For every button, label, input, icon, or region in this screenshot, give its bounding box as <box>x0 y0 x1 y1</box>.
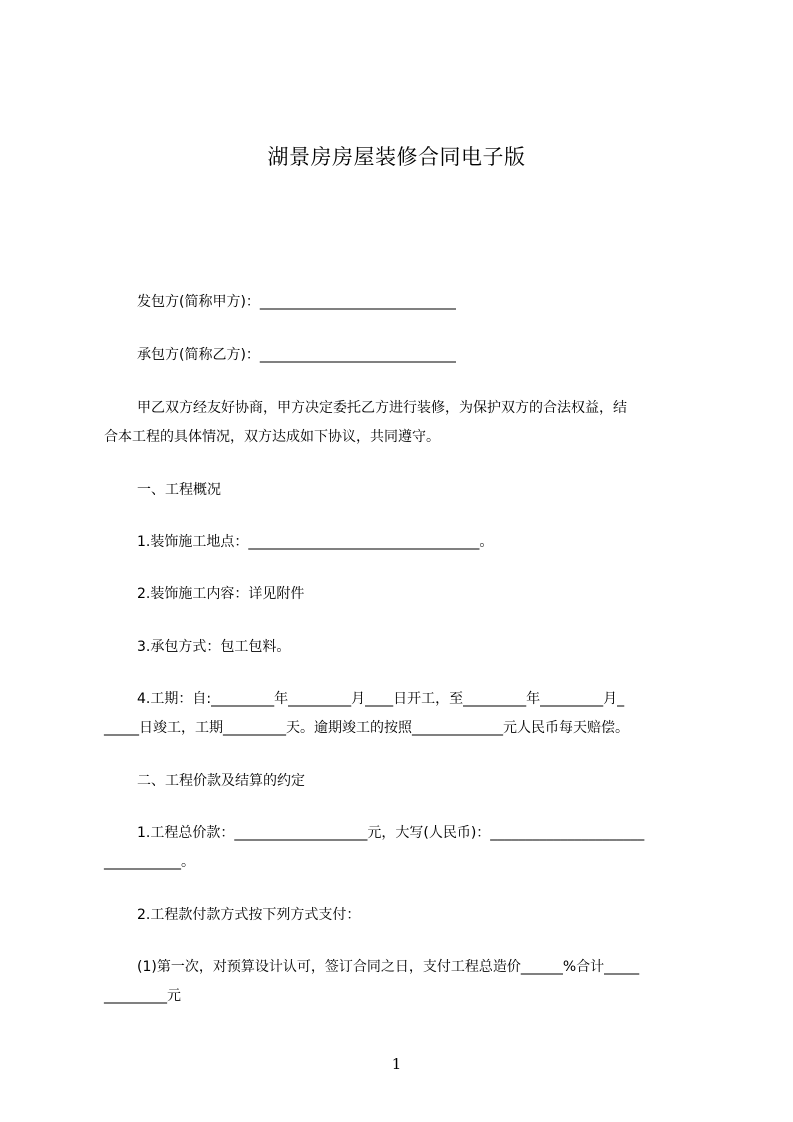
clause-1-2: 2.装饰施工内容：详见附件 <box>137 586 305 602</box>
intro-paragraph-line-1: 甲乙双方经友好协商，甲方决定委托乙方进行装修，为保护双方的合法权益，结 <box>137 400 627 416</box>
clause-1-4-line-1: 4.工期：自:_________年_________月____日开工，至_________年_________月_ <box>137 691 625 707</box>
section-heading-1: 一、工程概况 <box>137 482 221 498</box>
page-number: 1 <box>391 1055 402 1073</box>
document-title: 湖景房房屋装修合同电子版 <box>267 145 526 169</box>
clause-1-3: 3.承包方式：包工包料。 <box>137 639 291 655</box>
clause-1-4-line-2: _____日竣工，工期_________天。逾期竣工的按照_____________元人民币每天赔偿。 <box>104 720 629 736</box>
clause-2-2-1-line-1: (1)第一次，对预算设计认可，签订合同之日，支付工程总造价______%合计_____ <box>137 959 640 975</box>
clause-1-1: 1.装饰施工地点：_________________________________。 <box>137 534 494 550</box>
section-heading-2: 二、工程价款及结算的约定 <box>137 773 305 789</box>
clause-2-2: 2.工程款付款方式按下列方式支付： <box>137 907 361 923</box>
clause-2-1-line-2: ___________。 <box>104 854 195 870</box>
clause-2-2-1-line-2: _________元 <box>104 988 181 1004</box>
party-b-line: 承包方(简称乙方)：____________________________ <box>137 347 456 363</box>
intro-paragraph-line-2: 合本工程的具体情况，双方达成如下协议，共同遵守。 <box>104 429 440 445</box>
clause-2-1-line-1: 1.工程总价款：___________________元，大写(人民币)：______________________ <box>137 825 645 841</box>
party-a-line: 发包方(简称甲方)：____________________________ <box>137 294 456 310</box>
